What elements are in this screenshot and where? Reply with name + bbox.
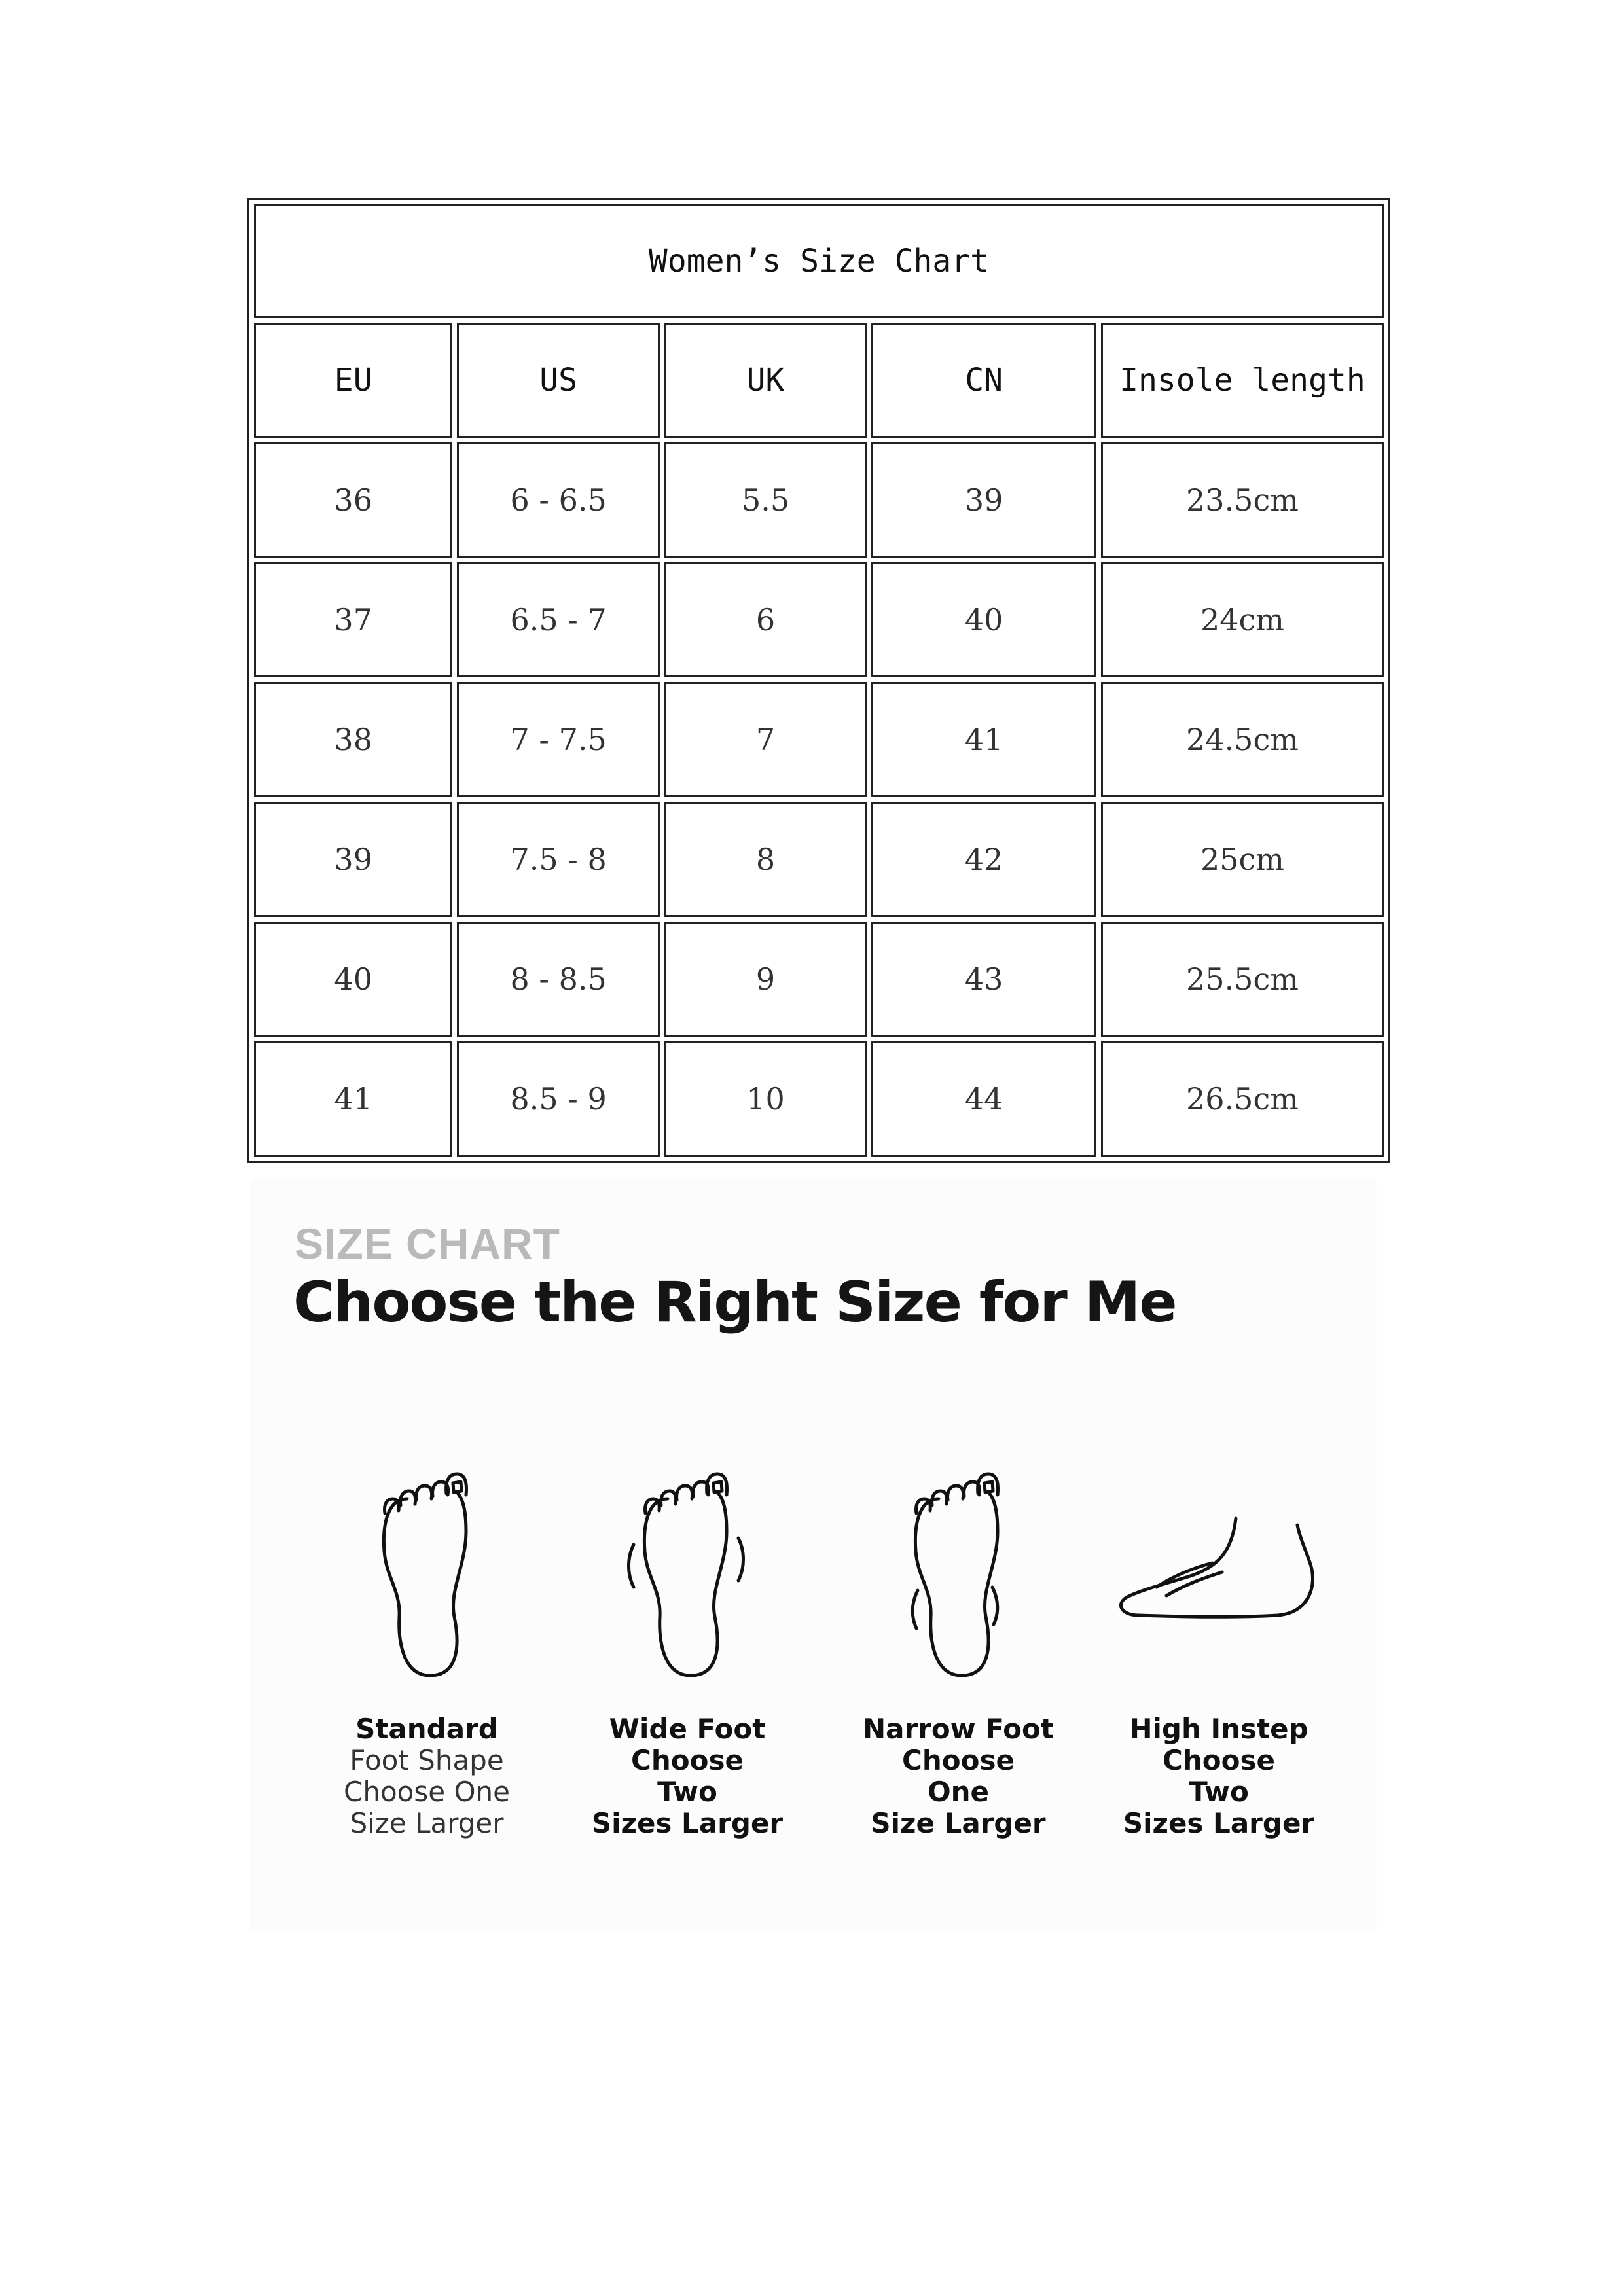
size-chart-table — [247, 198, 1390, 1163]
foot-caption — [309, 1713, 545, 1839]
caption-line: High Instep — [1129, 1713, 1308, 1745]
table-header-row — [254, 323, 1384, 438]
cell-cn: 39 — [871, 442, 1096, 558]
wide-foot-icon — [569, 1453, 805, 1702]
table-row — [254, 1041, 1384, 1157]
cell-cn: 41 — [871, 682, 1096, 797]
cell-cn: 42 — [871, 802, 1096, 917]
header-eu: EU — [254, 323, 452, 438]
cell-us: 7.5 - 8 — [457, 802, 659, 917]
header-us: US — [457, 323, 659, 438]
caption-line: Choose — [902, 1744, 1015, 1776]
table-title: Women’s Size Chart — [254, 204, 1384, 318]
caption-line: Choose — [1163, 1744, 1275, 1776]
caption-line: Foot Shape — [350, 1744, 504, 1776]
narrow-foot-icon — [840, 1453, 1076, 1702]
cell-insole: 24cm — [1101, 562, 1384, 677]
cell-uk: 8 — [664, 802, 867, 917]
table-row — [254, 682, 1384, 797]
cell-insole: 26.5cm — [1101, 1041, 1384, 1157]
table-title-row — [254, 204, 1384, 318]
cell-us: 8 - 8.5 — [457, 922, 659, 1037]
cell-cn: 44 — [871, 1041, 1096, 1157]
high-instep-foot-icon — [1101, 1453, 1337, 1702]
size-guide-panel — [250, 1178, 1377, 1931]
caption-line: Wide Foot — [609, 1713, 766, 1745]
caption-line: Choose — [631, 1744, 744, 1776]
cell-uk: 7 — [664, 682, 867, 797]
foot-caption — [569, 1713, 805, 1839]
table-row — [254, 922, 1384, 1037]
foot-caption — [840, 1713, 1076, 1839]
foot-caption — [1101, 1713, 1337, 1839]
caption-line: Two — [1189, 1776, 1249, 1808]
cell-us: 8.5 - 9 — [457, 1041, 659, 1157]
caption-line: Size Larger — [350, 1807, 504, 1839]
cell-us: 6 - 6.5 — [457, 442, 659, 558]
cell-eu: 40 — [254, 922, 452, 1037]
caption-line: Sizes Larger — [1123, 1807, 1315, 1839]
table-row — [254, 442, 1384, 558]
caption-line: Choose One — [344, 1776, 510, 1808]
cell-eu: 36 — [254, 442, 452, 558]
cell-eu: 39 — [254, 802, 452, 917]
cell-cn: 43 — [871, 922, 1096, 1037]
caption-line: Sizes Larger — [591, 1807, 784, 1839]
cell-uk: 6 — [664, 562, 867, 677]
cell-uk: 5.5 — [664, 442, 867, 558]
cell-cn: 40 — [871, 562, 1096, 677]
cell-eu: 41 — [254, 1041, 452, 1157]
header-cn: CN — [871, 323, 1096, 438]
header-uk: UK — [664, 323, 867, 438]
cell-eu: 38 — [254, 682, 452, 797]
table-row — [254, 802, 1384, 917]
header-insole-length: Insole length — [1101, 323, 1384, 438]
cell-insole: 23.5cm — [1101, 442, 1384, 558]
cell-insole: 25cm — [1101, 802, 1384, 917]
caption-line: Narrow Foot — [863, 1713, 1054, 1745]
caption-line: Size Larger — [871, 1807, 1046, 1839]
caption-line: One — [927, 1776, 990, 1808]
cell-insole: 24.5cm — [1101, 682, 1384, 797]
standard-foot-icon — [309, 1453, 545, 1702]
guide-title: Choose the Right Size for Me — [293, 1270, 1176, 1335]
caption-line: Standard — [355, 1713, 498, 1745]
guide-kicker: SIZE CHART — [295, 1219, 560, 1268]
cell-uk: 9 — [664, 922, 867, 1037]
cell-eu: 37 — [254, 562, 452, 677]
cell-us: 6.5 - 7 — [457, 562, 659, 677]
table-row — [254, 562, 1384, 677]
cell-insole: 25.5cm — [1101, 922, 1384, 1037]
cell-us: 7 - 7.5 — [457, 682, 659, 797]
cell-uk: 10 — [664, 1041, 867, 1157]
caption-line: Two — [657, 1776, 717, 1808]
